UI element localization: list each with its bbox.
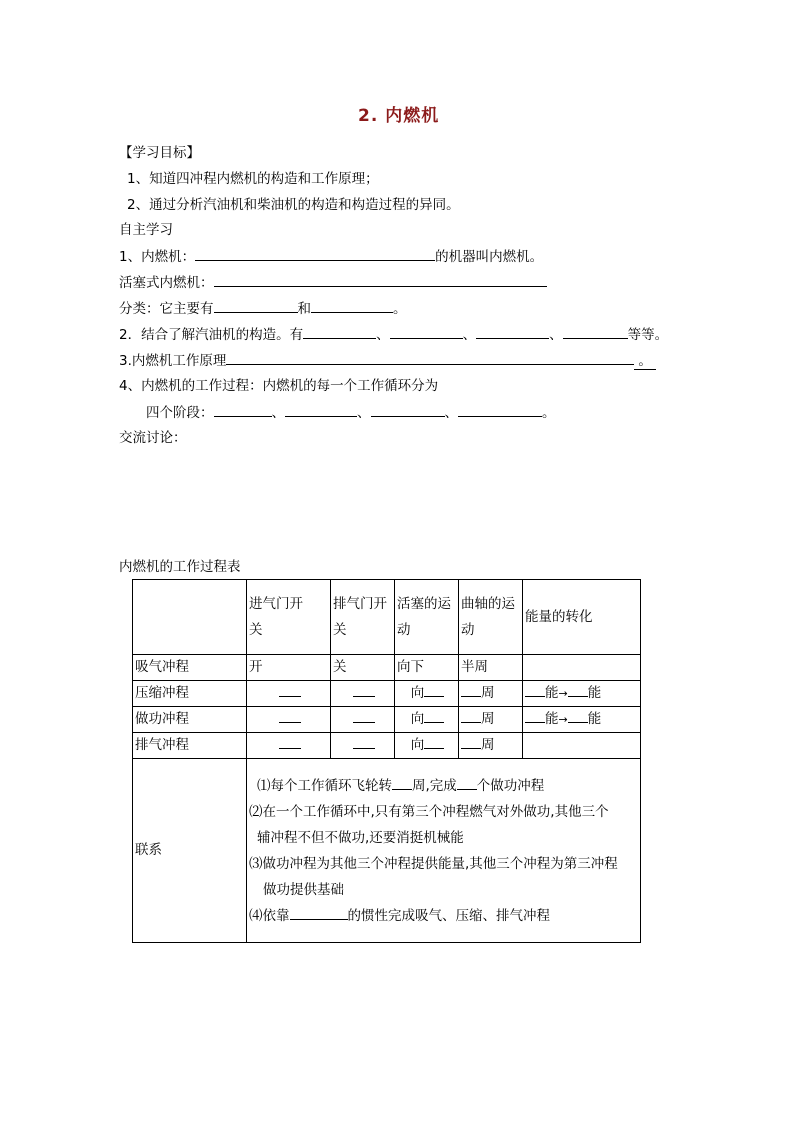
relation-line-2: ⑵在一个工作循环中,只有第三个冲程燃气对外做功,其他三个 xyxy=(249,803,609,820)
q1-label: 1、内燃机： xyxy=(119,249,196,265)
separator: 、 xyxy=(376,327,390,343)
stages-label: 四个阶段： xyxy=(146,405,214,421)
crank-motion: 半周 xyxy=(459,655,523,681)
stage-blank-4[interactable] xyxy=(458,403,542,417)
table-row-intake xyxy=(133,655,641,681)
piston-blank[interactable]: 向 xyxy=(395,681,459,707)
goal-item-1: 1、知道四冲程内燃机的构造和工作原理； xyxy=(127,171,379,187)
energy-cell xyxy=(523,733,641,759)
header-crank-motion: 曲轴的运 动 xyxy=(459,580,523,655)
arrow-icon: → xyxy=(558,687,568,700)
separator: 、 xyxy=(549,327,563,343)
question-1 xyxy=(119,247,543,266)
piston-engine-line xyxy=(119,273,547,292)
exhaust-valve-blank[interactable] xyxy=(331,733,395,759)
q3-label: 3.内燃机工作原理 xyxy=(119,353,227,369)
table-row-relation xyxy=(133,759,641,943)
piston-motion: 向下 xyxy=(395,655,459,681)
q1-blank[interactable] xyxy=(195,247,435,261)
relation-blank[interactable] xyxy=(290,906,348,920)
header-exhaust-valve: 排气门开 关 xyxy=(331,580,395,655)
exhaust-valve-state: 关 xyxy=(331,655,395,681)
process-table xyxy=(132,579,641,943)
question-3 xyxy=(119,351,656,370)
q3-end: 。 xyxy=(634,353,656,370)
header-piston-motion: 活塞的运 动 xyxy=(395,580,459,655)
table-row-exhaust xyxy=(133,733,641,759)
q2-label: 2．结合了解汽油机的构造。有 xyxy=(119,327,304,343)
table-header-row xyxy=(133,580,641,655)
intake-valve-blank[interactable] xyxy=(247,681,331,707)
exhaust-valve-blank[interactable] xyxy=(331,707,395,733)
stages-line xyxy=(146,403,556,422)
classify-end: 。 xyxy=(393,301,407,317)
crank-blank[interactable]: 周 xyxy=(459,733,523,759)
q2-blank-2[interactable] xyxy=(390,325,463,339)
energy-blank[interactable]: 能→ 能 xyxy=(523,707,641,733)
header-intake-valve: 进气门开 关 xyxy=(247,580,331,655)
separator: 、 xyxy=(357,405,371,421)
piston-label: 活塞式内燃机： xyxy=(119,275,214,291)
classify-blank-2[interactable] xyxy=(311,299,393,313)
energy-cell xyxy=(523,655,641,681)
table-caption: 内燃机的工作过程表 xyxy=(119,559,241,575)
stroke-name: 压缩冲程 xyxy=(133,681,247,707)
relation-line-3: 辅冲程不但不做功,还要消挺机械能 xyxy=(257,829,464,846)
q2-suffix: 等等。 xyxy=(627,327,669,343)
piston-blank[interactable]: 向 xyxy=(395,707,459,733)
classify-blank-1[interactable] xyxy=(214,299,298,313)
goals-heading: 【学习目标】 xyxy=(119,145,200,161)
piston-blank[interactable]: 向 xyxy=(395,733,459,759)
q2-blank-1[interactable] xyxy=(303,325,376,339)
page-title: 2. 内燃机 xyxy=(358,106,440,126)
piston-blank[interactable] xyxy=(214,273,547,287)
separator: 、 xyxy=(462,327,477,343)
relation-label: 联系 xyxy=(133,759,247,943)
stage-blank-3[interactable] xyxy=(371,403,445,417)
stroke-name: 吸气冲程 xyxy=(133,655,247,681)
classify-line xyxy=(119,299,407,318)
q2-blank-4[interactable] xyxy=(563,325,628,339)
self-study-heading: 自主学习 xyxy=(119,222,173,238)
stroke-name: 排气冲程 xyxy=(133,733,247,759)
intake-valve-blank[interactable] xyxy=(247,733,331,759)
q1-suffix: 的机器叫内燃机。 xyxy=(435,249,544,265)
energy-blank[interactable]: 能→ 能 xyxy=(523,681,641,707)
table-row-power xyxy=(133,707,641,733)
question-2 xyxy=(119,325,668,344)
table-row-compress xyxy=(133,681,641,707)
header-empty xyxy=(133,580,247,655)
q3-blank[interactable] xyxy=(226,351,634,365)
goal-item-2: 2、通过分析汽油机和柴油机的构造和构造过程的异同。 xyxy=(127,197,460,213)
relation-line-4: ⑶做功冲程为其他三个冲程提供能量,其他三个冲程为第三冲程 xyxy=(249,855,618,872)
crank-blank[interactable]: 周 xyxy=(459,681,523,707)
stage-blank-2[interactable] xyxy=(285,403,357,417)
intake-valve-state: 开 xyxy=(247,655,331,681)
relation-content: ⑴每个工作循环飞轮转 周,完成 个做功冲程 ⑵在一个工作循环中,只有第三个冲程燃气对外做功,其他三个 辅冲程不但不做功,还要消挺机械能 ⑶做功冲程为其他三个冲程提供能量,其他三个冲程为第三冲程 做功提供基础 ⑷依靠 的惯性完成吸气、压缩、排气冲程 xyxy=(247,759,641,943)
crank-blank[interactable]: 周 xyxy=(459,707,523,733)
header-energy: 能量的转化 xyxy=(523,580,641,655)
classify-label: 分类：它主要有 xyxy=(119,301,214,317)
stroke-name: 做功冲程 xyxy=(133,707,247,733)
stage-blank-1[interactable] xyxy=(214,403,272,417)
classify-and: 和 xyxy=(297,301,311,317)
question-4: 4、内燃机的工作过程：内燃机的每一个工作循环分为 xyxy=(119,378,439,394)
arrow-icon: → xyxy=(558,713,568,726)
intake-valve-blank[interactable] xyxy=(247,707,331,733)
separator: 、 xyxy=(271,405,285,421)
relation-line-5: 做功提供基础 xyxy=(263,881,344,898)
discussion-heading: 交流讨论： xyxy=(119,430,187,446)
stages-end: 。 xyxy=(542,405,556,421)
exhaust-valve-blank[interactable] xyxy=(331,681,395,707)
separator: 、 xyxy=(444,405,458,421)
q2-blank-3[interactable] xyxy=(476,325,549,339)
